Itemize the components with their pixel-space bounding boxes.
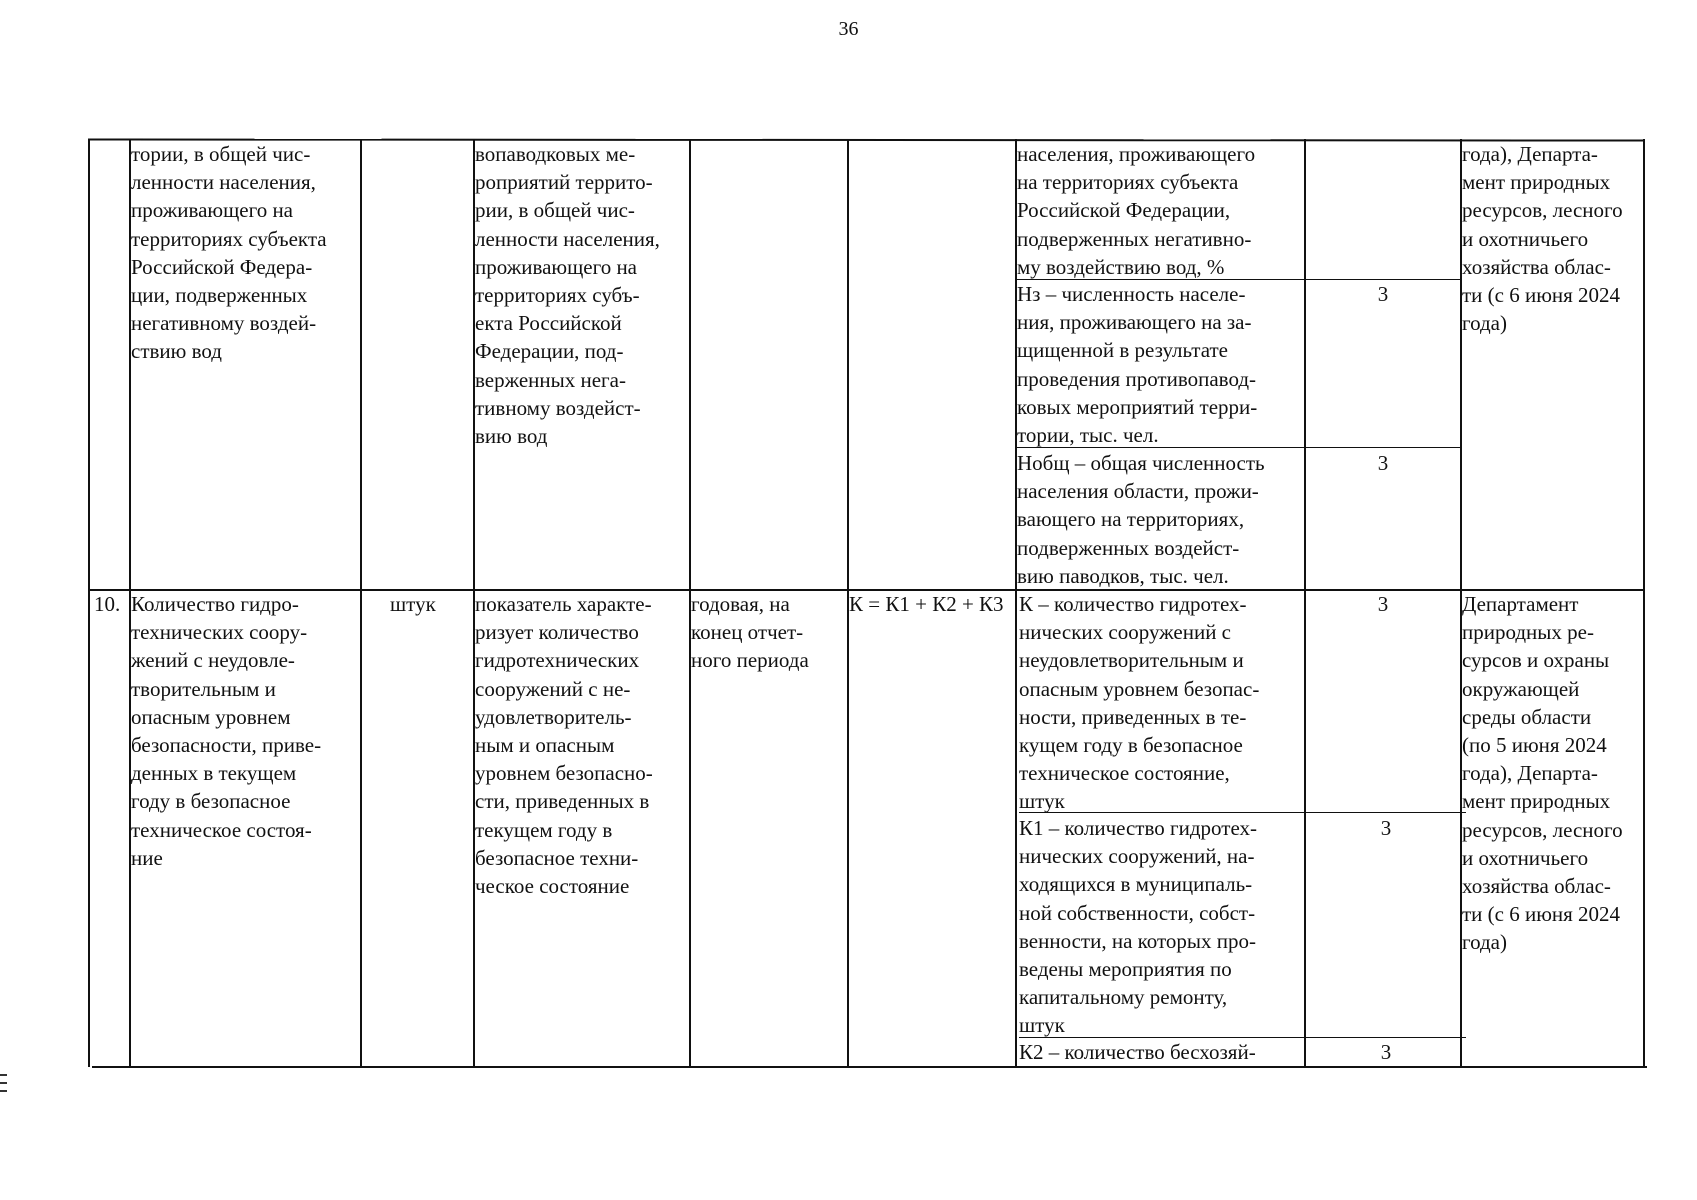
- indicator-description-continuation: вопаводковых ме- роприятий террито- рии, в общей чис- ленности населения, проживающего на территориях субъ- екта Российской Федерации, под- верженных нега- тивному воздейст- вию вод: [475, 142, 660, 449]
- variable-description: населения, проживающего на территориях субъекта Российской Федерации, подверженных негативно- му воздействию вод, %: [1017, 142, 1256, 279]
- responsible: Департамент природных ре- сурсов и охраны окружающей среды области (по 5 июня 2024 года), Департа- мент природных ресурсов, лесного и охотничьего хозяйства облас- ти (с 6 июня 2024 года): [1462, 592, 1623, 955]
- variable-source: 3: [1377, 282, 1389, 306]
- scan-edge-mark: [0, 1090, 7, 1092]
- variable-source: 3: [1377, 592, 1389, 616]
- variable-source: 3: [1377, 451, 1389, 475]
- column-line: [88, 139, 90, 1067]
- table-border-bottom: [92, 1066, 1647, 1068]
- scan-edge-mark: [0, 1074, 7, 1076]
- periodicity: годовая, на конец отчет- ного периода: [691, 592, 809, 673]
- indicator-name-continuation: тории, в общей чис- ленности населения, проживающего на территориях субъекта Российской Федера- ции, подверженных негативному воздей- ствию вод: [131, 142, 327, 364]
- responsible-continuation: года), Департа- мент природных ресурсов, лесного и охотничьего хозяйства облас- ти (с 6 июня 2024 года): [1462, 142, 1623, 336]
- column-line: [360, 139, 362, 1067]
- formula: К = К1 + К2 + К3: [849, 592, 1004, 616]
- variable-description: Нобщ – общая численность населения области, прожи- вающего на территориях, подверженных воздейст- вию паводков, тыс. чел.: [1017, 451, 1265, 588]
- page-number: 36: [838, 18, 859, 40]
- variable-description: К1 – количество гидротех- нических сооружений, на- ходящихся в муниципаль- ной собственности, собст- венности, на которых про- ведены мероприятия по капитальному ремонту, штук: [1019, 816, 1257, 1038]
- variable-source: 3: [1380, 816, 1392, 840]
- scan-edge-mark: [0, 1082, 7, 1084]
- row-number: 10.: [94, 592, 121, 616]
- unit: штук: [390, 592, 436, 616]
- variable-description: К2 – количество бесхозяй-: [1019, 1040, 1256, 1064]
- indicator-name: Количество гидро- технических соору- жений с неудовле- творительным и опасным уровнем безопасности, приве- денных в текущем году в безопасное техническое состоя- ние: [131, 592, 322, 870]
- variable-description: К – количество гидротех- нических сооружений с неудовлетворительным и опасным уровнем безопас- ности, приведенных в те- кущем году в безопасное техническое состояние, штук: [1019, 592, 1260, 814]
- column-line: [1643, 139, 1645, 1067]
- indicator-description: показатель характе- ризует количество гидротехнических сооружений с не- удовлетворитель- ным и опасным уровнем безопасно- сти, приведенных в текущем году в безопасное техни- ческое состояние: [475, 592, 653, 899]
- variable-source: 3: [1380, 1040, 1392, 1064]
- variable-description: Нз – численность населе- ния, проживающего на за- щищенной в результате проведения противопавод- ковых мероприятий терри- тории, тыс. чел.: [1017, 282, 1258, 448]
